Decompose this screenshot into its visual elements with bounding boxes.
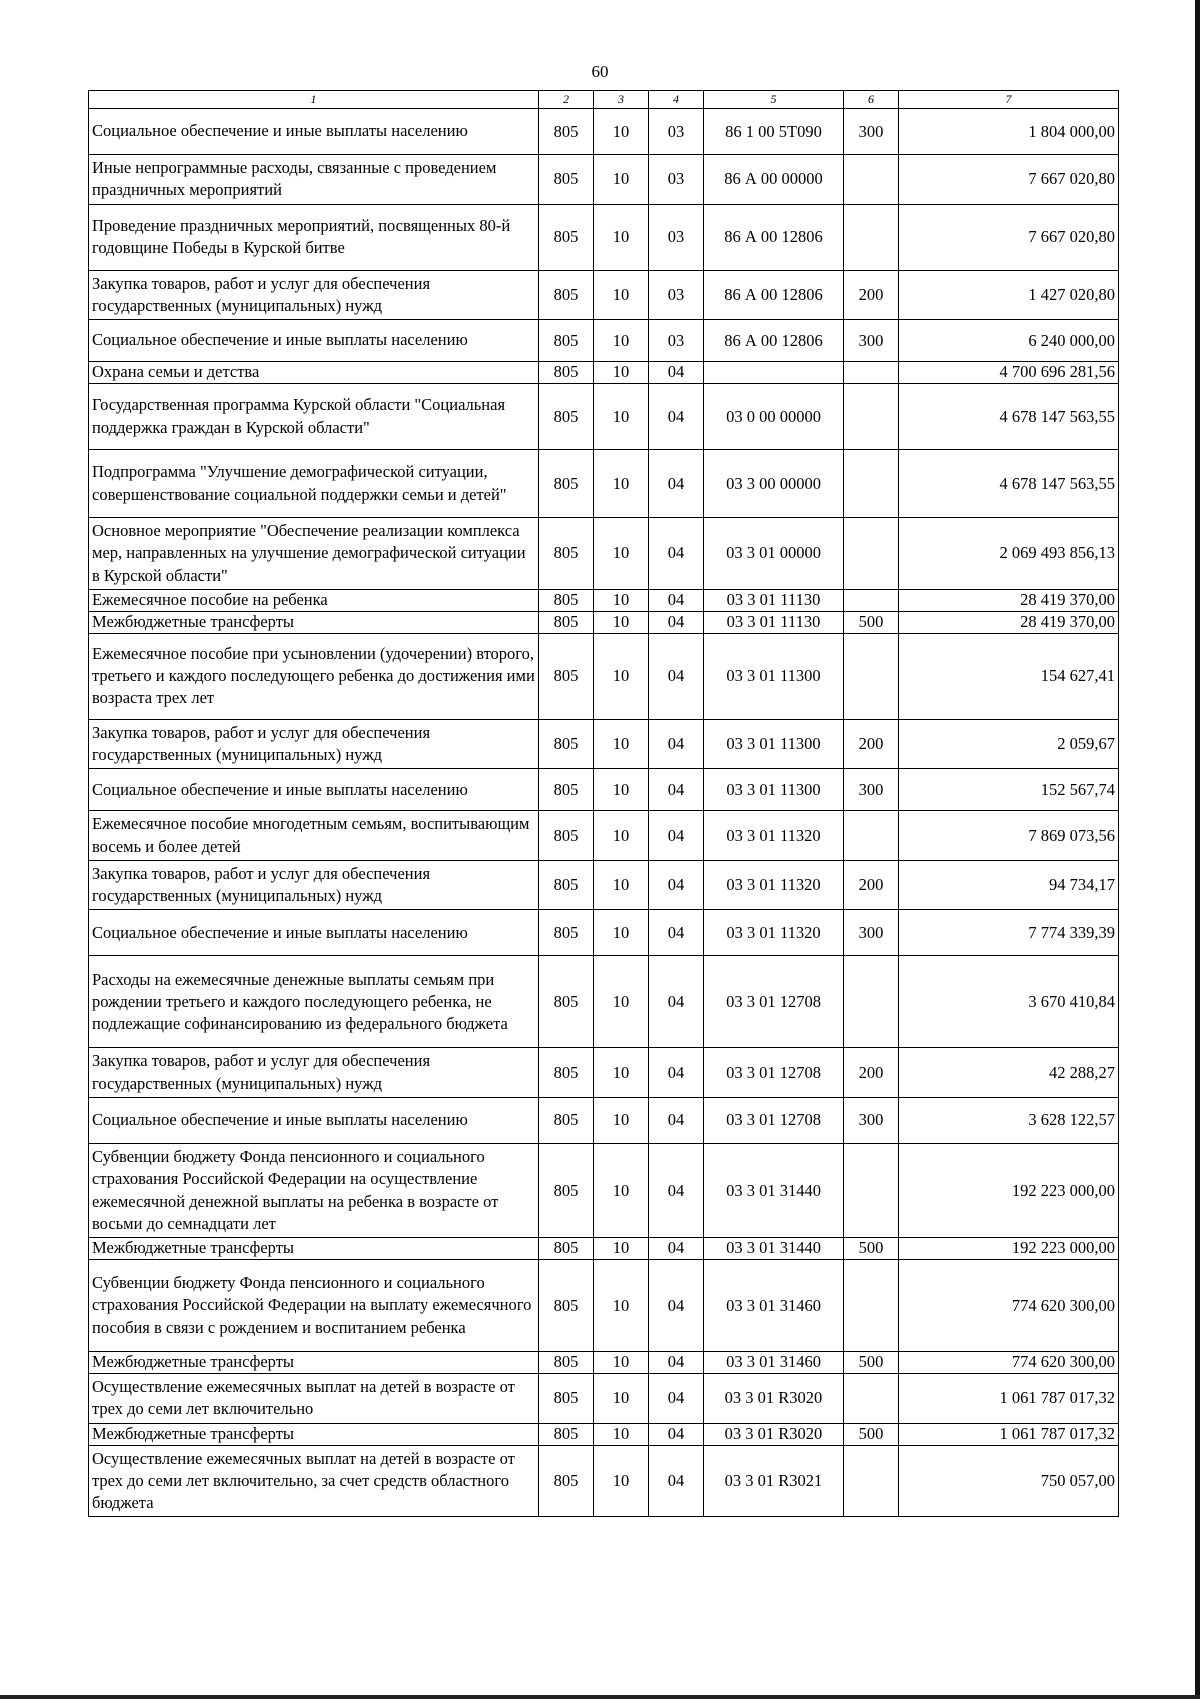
- row-code-3: 10: [594, 956, 649, 1048]
- row-amount: 3 628 122,57: [899, 1097, 1119, 1143]
- row-amount: 774 620 300,00: [899, 1352, 1119, 1374]
- row-code-2: 805: [539, 1374, 594, 1424]
- row-name: Социальное обеспечение и иные выплаты населению: [89, 910, 539, 956]
- row-code-6: [844, 589, 899, 611]
- table-row: [89, 719, 1119, 769]
- row-code-5: 03 3 01 R3021: [704, 1445, 844, 1517]
- row-amount: 4 700 696 281,56: [899, 362, 1119, 384]
- table-row: [89, 362, 1119, 384]
- row-code-6: 300: [844, 109, 899, 155]
- row-code-3: 10: [594, 719, 649, 769]
- row-code-2: 805: [539, 1048, 594, 1098]
- row-code-6: 500: [844, 611, 899, 633]
- row-code-5: 03 3 01 11300: [704, 719, 844, 769]
- row-code-4: 04: [649, 1445, 704, 1517]
- row-code-3: 10: [594, 384, 649, 450]
- row-code-2: 805: [539, 611, 594, 633]
- column-header: 3: [594, 91, 649, 109]
- row-code-4: 04: [649, 589, 704, 611]
- table-row: [89, 956, 1119, 1048]
- table-row: [89, 518, 1119, 590]
- page-number: 60: [591, 62, 609, 81]
- row-amount: 774 620 300,00: [899, 1260, 1119, 1352]
- table-row: [89, 910, 1119, 956]
- row-code-4: 04: [649, 1097, 704, 1143]
- row-name: Межбюджетные трансферты: [89, 611, 539, 633]
- row-code-2: 805: [539, 1352, 594, 1374]
- row-code-2: 805: [539, 1143, 594, 1237]
- row-amount: 7 774 339,39: [899, 910, 1119, 956]
- row-code-4: 04: [649, 611, 704, 633]
- row-name: Ежемесячное пособие на ребенка: [89, 589, 539, 611]
- row-amount: 192 223 000,00: [899, 1238, 1119, 1260]
- row-code-3: 10: [594, 450, 649, 518]
- table-row: [89, 384, 1119, 450]
- row-code-3: 10: [594, 1374, 649, 1424]
- row-code-3: 10: [594, 270, 649, 320]
- row-code-4: 03: [649, 204, 704, 270]
- row-amount: 7 869 073,56: [899, 811, 1119, 861]
- row-name: Основное мероприятие "Обеспечение реализации комплекса мер, направленных на улучшение демографической ситуации в Курской области": [89, 518, 539, 590]
- row-name: Охрана семьи и детства: [89, 362, 539, 384]
- row-code-5: 03 3 01 11130: [704, 589, 844, 611]
- row-code-3: 10: [594, 362, 649, 384]
- row-amount: 1 061 787 017,32: [899, 1423, 1119, 1445]
- row-name: Государственная программа Курской области "Социальная поддержка граждан в Курской области": [89, 384, 539, 450]
- row-code-4: 04: [649, 518, 704, 590]
- row-code-3: 10: [594, 633, 649, 719]
- row-code-4: 04: [649, 1238, 704, 1260]
- row-amount: 1 061 787 017,32: [899, 1374, 1119, 1424]
- row-amount: 2 069 493 856,13: [899, 518, 1119, 590]
- row-code-3: 10: [594, 1048, 649, 1098]
- row-amount: 154 627,41: [899, 633, 1119, 719]
- row-amount: 7 667 020,80: [899, 155, 1119, 205]
- row-code-6: 200: [844, 1048, 899, 1098]
- row-code-6: 300: [844, 320, 899, 362]
- row-code-2: 805: [539, 719, 594, 769]
- row-code-3: 10: [594, 1143, 649, 1237]
- row-code-4: 04: [649, 860, 704, 910]
- table-row: [89, 1374, 1119, 1424]
- row-name: Подпрограмма "Улучшение демографической ситуации, совершенствование социальной поддержки семьи и детей": [89, 450, 539, 518]
- row-code-5: 86 А 00 00000: [704, 155, 844, 205]
- row-amount: 7 667 020,80: [899, 204, 1119, 270]
- row-code-3: 10: [594, 769, 649, 811]
- row-amount: 3 670 410,84: [899, 956, 1119, 1048]
- column-number-header: [89, 91, 1119, 109]
- column-header: 1: [89, 91, 539, 109]
- row-code-2: 805: [539, 155, 594, 205]
- row-code-2: 805: [539, 633, 594, 719]
- table-row: [89, 1352, 1119, 1374]
- row-code-2: 805: [539, 1260, 594, 1352]
- row-code-6: 300: [844, 910, 899, 956]
- page-edge-bottom: [0, 1695, 1200, 1699]
- row-code-4: 04: [649, 633, 704, 719]
- row-code-4: 04: [649, 910, 704, 956]
- row-code-6: [844, 1374, 899, 1424]
- row-code-3: 10: [594, 1423, 649, 1445]
- row-code-2: 805: [539, 956, 594, 1048]
- table-row: [89, 1445, 1119, 1517]
- row-code-2: 805: [539, 109, 594, 155]
- row-code-6: [844, 1445, 899, 1517]
- row-code-3: 10: [594, 860, 649, 910]
- row-code-4: 04: [649, 811, 704, 861]
- row-code-2: 805: [539, 1445, 594, 1517]
- row-code-5: 03 3 01 31440: [704, 1143, 844, 1237]
- table-row: [89, 270, 1119, 320]
- row-code-6: 300: [844, 769, 899, 811]
- table-row: [89, 589, 1119, 611]
- row-code-4: 04: [649, 1423, 704, 1445]
- row-code-2: 805: [539, 362, 594, 384]
- column-header: 2: [539, 91, 594, 109]
- row-code-3: 10: [594, 1445, 649, 1517]
- table-row: [89, 1423, 1119, 1445]
- row-code-4: 04: [649, 450, 704, 518]
- row-name: Расходы на ежемесячные денежные выплаты семьям при рождении третьего и каждого последующего ребенка, не подлежащие софинансированию из федерального бюджета: [89, 956, 539, 1048]
- column-header: 4: [649, 91, 704, 109]
- row-code-2: 805: [539, 811, 594, 861]
- row-code-2: 805: [539, 769, 594, 811]
- row-code-4: 04: [649, 1048, 704, 1098]
- row-name: Ежемесячное пособие многодетным семьям, воспитывающим восемь и более детей: [89, 811, 539, 861]
- table-row: [89, 1238, 1119, 1260]
- row-code-2: 805: [539, 450, 594, 518]
- row-amount: 4 678 147 563,55: [899, 450, 1119, 518]
- row-code-6: 500: [844, 1423, 899, 1445]
- row-amount: 42 288,27: [899, 1048, 1119, 1098]
- table-row: [89, 1260, 1119, 1352]
- row-amount: 28 419 370,00: [899, 589, 1119, 611]
- row-name: Закупка товаров, работ и услуг для обеспечения государственных (муниципальных) нужд: [89, 719, 539, 769]
- row-code-6: [844, 362, 899, 384]
- row-name: Иные непрограммные расходы, связанные с проведением праздничных мероприятий: [89, 155, 539, 205]
- row-code-6: [844, 155, 899, 205]
- page-edge-right: [1195, 0, 1200, 1699]
- row-code-6: [844, 811, 899, 861]
- row-code-6: [844, 633, 899, 719]
- row-code-5: 03 3 01 11320: [704, 910, 844, 956]
- column-header: 5: [704, 91, 844, 109]
- table-row: [89, 155, 1119, 205]
- row-name: Социальное обеспечение и иные выплаты населению: [89, 1097, 539, 1143]
- column-header: 7: [899, 91, 1119, 109]
- column-header: 6: [844, 91, 899, 109]
- table-row: [89, 1097, 1119, 1143]
- row-amount: 6 240 000,00: [899, 320, 1119, 362]
- row-name: Ежемесячное пособие при усыновлении (удочерении) второго, третьего и каждого последующего ребенка до достижения ими возраста трех лет: [89, 633, 539, 719]
- row-name: Закупка товаров, работ и услуг для обеспечения государственных (муниципальных) нужд: [89, 1048, 539, 1098]
- row-code-5: 03 3 01 31460: [704, 1352, 844, 1374]
- row-code-5: 03 3 01 31460: [704, 1260, 844, 1352]
- row-code-2: 805: [539, 384, 594, 450]
- row-code-3: 10: [594, 1260, 649, 1352]
- row-code-5: 03 3 01 R3020: [704, 1374, 844, 1424]
- row-code-2: 805: [539, 270, 594, 320]
- row-code-6: [844, 384, 899, 450]
- row-code-3: 10: [594, 1352, 649, 1374]
- row-code-3: 10: [594, 204, 649, 270]
- row-code-6: [844, 518, 899, 590]
- row-code-6: 200: [844, 719, 899, 769]
- row-amount: 750 057,00: [899, 1445, 1119, 1517]
- row-code-4: 04: [649, 956, 704, 1048]
- row-name: Субвенции бюджету Фонда пенсионного и социального страхования Российской Федерации на выплату ежемесячного пособия в связи с рождением и воспитанием ребенка: [89, 1260, 539, 1352]
- row-code-3: 10: [594, 1238, 649, 1260]
- row-code-5: 03 3 01 11320: [704, 860, 844, 910]
- row-code-3: 10: [594, 1097, 649, 1143]
- table-row: [89, 633, 1119, 719]
- row-code-2: 805: [539, 860, 594, 910]
- row-code-6: 300: [844, 1097, 899, 1143]
- row-name: Межбюджетные трансферты: [89, 1352, 539, 1374]
- row-code-3: 10: [594, 320, 649, 362]
- row-code-6: [844, 204, 899, 270]
- row-code-3: 10: [594, 109, 649, 155]
- row-name: Социальное обеспечение и иные выплаты населению: [89, 109, 539, 155]
- row-code-4: 04: [649, 719, 704, 769]
- row-amount: 4 678 147 563,55: [899, 384, 1119, 450]
- row-code-5: [704, 362, 844, 384]
- row-code-2: 805: [539, 518, 594, 590]
- table-row: [89, 769, 1119, 811]
- row-code-5: 03 3 01 11300: [704, 769, 844, 811]
- table-row: [89, 860, 1119, 910]
- row-code-5: 86 1 00 5Т090: [704, 109, 844, 155]
- row-name: Осуществление ежемесячных выплат на детей в возрасте от трех до семи лет включительно, за счет средств областного бюджета: [89, 1445, 539, 1517]
- row-code-5: 03 3 01 11130: [704, 611, 844, 633]
- row-code-3: 10: [594, 811, 649, 861]
- table-row: [89, 320, 1119, 362]
- row-amount: 1 804 000,00: [899, 109, 1119, 155]
- row-code-5: 03 3 00 00000: [704, 450, 844, 518]
- row-code-2: 805: [539, 1423, 594, 1445]
- row-name: Социальное обеспечение и иные выплаты населению: [89, 320, 539, 362]
- row-amount: 2 059,67: [899, 719, 1119, 769]
- row-code-2: 805: [539, 1238, 594, 1260]
- row-code-5: 03 0 00 00000: [704, 384, 844, 450]
- row-code-6: 200: [844, 270, 899, 320]
- row-code-4: 03: [649, 155, 704, 205]
- row-code-2: 805: [539, 320, 594, 362]
- row-code-4: 04: [649, 384, 704, 450]
- row-code-5: 03 3 01 R3020: [704, 1423, 844, 1445]
- row-code-5: 03 3 01 31440: [704, 1238, 844, 1260]
- row-name: Межбюджетные трансферты: [89, 1423, 539, 1445]
- row-code-4: 03: [649, 320, 704, 362]
- row-code-4: 04: [649, 769, 704, 811]
- row-code-5: 86 А 00 12806: [704, 204, 844, 270]
- row-code-3: 10: [594, 518, 649, 590]
- row-code-5: 03 3 01 12708: [704, 1048, 844, 1098]
- table-row: [89, 811, 1119, 861]
- row-amount: 152 567,74: [899, 769, 1119, 811]
- row-amount: 1 427 020,80: [899, 270, 1119, 320]
- row-code-4: 03: [649, 270, 704, 320]
- row-code-3: 10: [594, 589, 649, 611]
- row-amount: 94 734,17: [899, 860, 1119, 910]
- row-code-6: [844, 1143, 899, 1237]
- row-code-3: 10: [594, 910, 649, 956]
- table-row: [89, 1143, 1119, 1237]
- row-code-6: 500: [844, 1352, 899, 1374]
- table-row: [89, 611, 1119, 633]
- row-code-5: 03 3 01 12708: [704, 1097, 844, 1143]
- table-row: [89, 204, 1119, 270]
- row-amount: 28 419 370,00: [899, 611, 1119, 633]
- row-name: Социальное обеспечение и иные выплаты населению: [89, 769, 539, 811]
- row-name: Закупка товаров, работ и услуг для обеспечения государственных (муниципальных) нужд: [89, 860, 539, 910]
- row-code-6: [844, 1260, 899, 1352]
- row-code-6: [844, 450, 899, 518]
- row-code-5: 03 3 01 11300: [704, 633, 844, 719]
- row-name: Межбюджетные трансферты: [89, 1238, 539, 1260]
- row-code-4: 03: [649, 109, 704, 155]
- table-row: [89, 450, 1119, 518]
- row-code-6: [844, 956, 899, 1048]
- row-code-4: 04: [649, 1374, 704, 1424]
- row-code-2: 805: [539, 910, 594, 956]
- row-name: Проведение праздничных мероприятий, посвященных 80-й годовщине Победы в Курской битве: [89, 204, 539, 270]
- row-code-5: 03 3 01 11320: [704, 811, 844, 861]
- row-code-4: 04: [649, 362, 704, 384]
- table-row: [89, 1048, 1119, 1098]
- row-code-6: 500: [844, 1238, 899, 1260]
- row-code-3: 10: [594, 155, 649, 205]
- row-amount: 192 223 000,00: [899, 1143, 1119, 1237]
- row-code-5: 03 3 01 12708: [704, 956, 844, 1048]
- row-code-4: 04: [649, 1352, 704, 1374]
- row-name: Субвенции бюджету Фонда пенсионного и социального страхования Российской Федерации на осуществление ежемесячной денежной выплаты на ребенка в возрасте от восьми до семнадцати лет: [89, 1143, 539, 1237]
- table-row: [89, 109, 1119, 155]
- row-code-2: 805: [539, 589, 594, 611]
- row-code-3: 10: [594, 611, 649, 633]
- row-code-5: 03 3 01 00000: [704, 518, 844, 590]
- row-code-5: 86 А 00 12806: [704, 320, 844, 362]
- row-name: Закупка товаров, работ и услуг для обеспечения государственных (муниципальных) нужд: [89, 270, 539, 320]
- row-code-2: 805: [539, 1097, 594, 1143]
- row-code-4: 04: [649, 1143, 704, 1237]
- row-code-6: 200: [844, 860, 899, 910]
- row-name: Осуществление ежемесячных выплат на детей в возрасте от трех до семи лет включительно: [89, 1374, 539, 1424]
- row-code-4: 04: [649, 1260, 704, 1352]
- budget-table: [88, 90, 1119, 1517]
- row-code-2: 805: [539, 204, 594, 270]
- row-code-5: 86 А 00 12806: [704, 270, 844, 320]
